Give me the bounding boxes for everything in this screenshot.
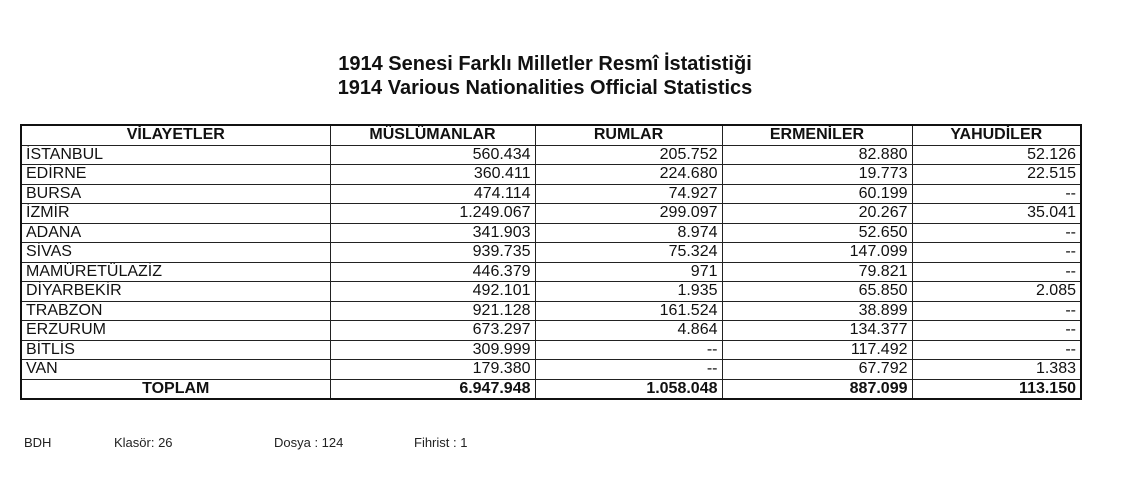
muslim-count: 446.379 xyxy=(330,262,535,282)
armenian-count: 147.099 xyxy=(722,243,912,263)
jewish-count: -- xyxy=(912,301,1081,321)
province-name: ADANA xyxy=(21,223,330,243)
jewish-count: 35.041 xyxy=(912,204,1081,224)
document-title xyxy=(0,52,1090,100)
title-english: 1914 Various Nationalities Official Statistics xyxy=(337,77,753,99)
table-row xyxy=(21,301,1081,321)
total-armenian-count: 887.099 xyxy=(722,379,912,399)
rum-count: 4.864 xyxy=(535,321,722,341)
muslim-count: 360.411 xyxy=(330,165,535,185)
rum-count: -- xyxy=(535,360,722,380)
province-name: VAN xyxy=(21,360,330,380)
header-ermeniler: ERMENİLER xyxy=(722,125,912,145)
jewish-count: -- xyxy=(912,243,1081,263)
rum-count: 205.752 xyxy=(535,145,722,165)
table-row xyxy=(21,360,1081,380)
armenian-count: 67.792 xyxy=(722,360,912,380)
rum-count: 299.097 xyxy=(535,204,722,224)
province-name: EDİRNE xyxy=(21,165,330,185)
muslim-count: 673.297 xyxy=(330,321,535,341)
muslim-count: 309.999 xyxy=(330,340,535,360)
footer-bdh: BDH xyxy=(24,435,52,450)
title-turkish: 1914 Senesi Farklı Milletler Resmî İstatistiği xyxy=(338,53,752,75)
jewish-count: -- xyxy=(912,262,1081,282)
jewish-count: -- xyxy=(912,321,1081,341)
rum-count: -- xyxy=(535,340,722,360)
table-row xyxy=(21,145,1081,165)
rum-count: 971 xyxy=(535,262,722,282)
armenian-count: 134.377 xyxy=(722,321,912,341)
table-row xyxy=(21,262,1081,282)
header-vilayetler: VİLAYETLER xyxy=(21,125,330,145)
footer-fihrist: Fihrist : 1 xyxy=(414,435,468,450)
province-name: BİTLİS xyxy=(21,340,330,360)
armenian-count: 60.199 xyxy=(722,184,912,204)
header-rumlar: RUMLAR xyxy=(535,125,722,145)
table-row xyxy=(21,243,1081,263)
table-row xyxy=(21,282,1081,302)
table-row xyxy=(21,184,1081,204)
armenian-count: 20.267 xyxy=(722,204,912,224)
table-row xyxy=(21,204,1081,224)
province-name: İSTANBUL xyxy=(21,145,330,165)
table-row xyxy=(21,165,1081,185)
muslim-count: 492.101 xyxy=(330,282,535,302)
armenian-count: 65.850 xyxy=(722,282,912,302)
total-jewish-count: 113.150 xyxy=(912,379,1081,399)
muslim-count: 474.114 xyxy=(330,184,535,204)
table-body xyxy=(21,145,1081,399)
total-row xyxy=(21,379,1081,399)
footer-dosya: Dosya : 124 xyxy=(274,435,344,450)
armenian-count: 19.773 xyxy=(722,165,912,185)
total-province-name: TOPLAM xyxy=(21,379,330,399)
province-name: ERZURUM xyxy=(21,321,330,341)
jewish-count: -- xyxy=(912,223,1081,243)
total-rum-count: 1.058.048 xyxy=(535,379,722,399)
armenian-count: 38.899 xyxy=(722,301,912,321)
muslim-count: 921.128 xyxy=(330,301,535,321)
muslim-count: 179.380 xyxy=(330,360,535,380)
jewish-count: 2.085 xyxy=(912,282,1081,302)
muslim-count: 560.434 xyxy=(330,145,535,165)
province-name: İZMİR xyxy=(21,204,330,224)
header-muslumanlar: MÜSLÜMANLAR xyxy=(330,125,535,145)
rum-count: 75.324 xyxy=(535,243,722,263)
armenian-count: 79.821 xyxy=(722,262,912,282)
table-header-row xyxy=(21,125,1081,145)
jewish-count: -- xyxy=(912,184,1081,204)
province-name: SİVAS xyxy=(21,243,330,263)
total-muslim-count: 6.947.948 xyxy=(330,379,535,399)
muslim-count: 1.249.067 xyxy=(330,204,535,224)
rum-count: 161.524 xyxy=(535,301,722,321)
header-yahudiler: YAHUDİLER xyxy=(912,125,1081,145)
jewish-count: 52.126 xyxy=(912,145,1081,165)
province-name: DİYARBEKİR xyxy=(21,282,330,302)
table-row xyxy=(21,340,1081,360)
muslim-count: 341.903 xyxy=(330,223,535,243)
rum-count: 1.935 xyxy=(535,282,722,302)
table-row xyxy=(21,321,1081,341)
footer-klasor: Klasör: 26 xyxy=(114,435,173,450)
rum-count: 74.927 xyxy=(535,184,722,204)
jewish-count: 1.383 xyxy=(912,360,1081,380)
rum-count: 8.974 xyxy=(535,223,722,243)
jewish-count: 22.515 xyxy=(912,165,1081,185)
armenian-count: 52.650 xyxy=(722,223,912,243)
rum-count: 224.680 xyxy=(535,165,722,185)
province-name: BURSA xyxy=(21,184,330,204)
province-name: MAMÜRETÜLAZİZ xyxy=(21,262,330,282)
jewish-count: -- xyxy=(912,340,1081,360)
armenian-count: 117.492 xyxy=(722,340,912,360)
muslim-count: 939.735 xyxy=(330,243,535,263)
statistics-table xyxy=(20,124,1082,400)
armenian-count: 82.880 xyxy=(722,145,912,165)
province-name: TRABZON xyxy=(21,301,330,321)
table-row xyxy=(21,223,1081,243)
